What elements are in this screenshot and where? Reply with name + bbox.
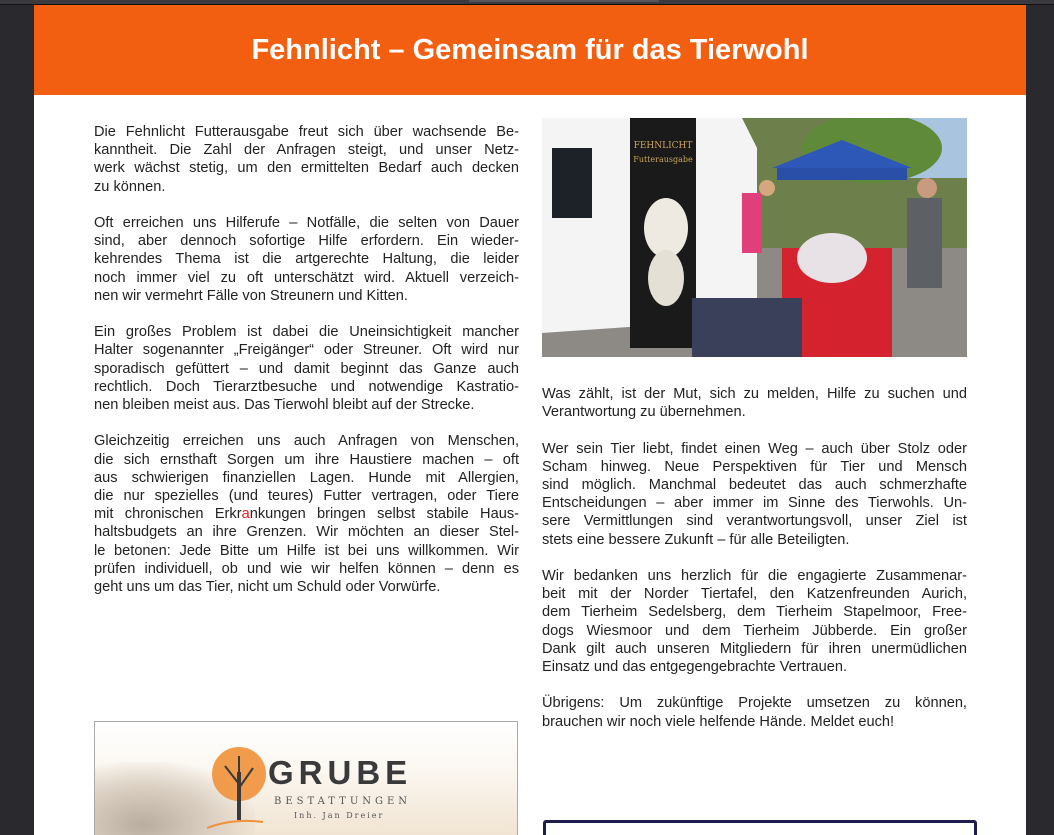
ad-owner: Inh. Jan Dreier <box>294 811 385 820</box>
viewer-margin <box>1026 5 1054 829</box>
text-line: sind, aber dennoch sofortige Hilfe erfordern. Ein wieder- <box>94 233 519 250</box>
left-column <box>94 123 519 614</box>
paragraph <box>542 440 967 549</box>
text-line: Wir bedanken uns herzlich für die engagierte Zusammenar- <box>542 568 967 584</box>
text-line: Scham hinweg. Neue Perspektiven für Tier und Mensch <box>542 458 967 475</box>
text-line: die sich ernsthaft Sorgen um ihre Haustiere machen – oft <box>94 451 519 468</box>
paragraph <box>94 432 519 596</box>
event-photo <box>542 118 967 357</box>
banner-title: FEHNLICHT <box>633 141 693 151</box>
paragraph <box>94 323 519 414</box>
advertisement-grube[interactable] <box>94 721 518 835</box>
text-line: dogs Wiesmoor und dem Tierheim Jübberde. Ein großer <box>542 622 967 639</box>
text-line: prüfen individuell, ob und wie wir helfen können – denn es <box>94 560 519 577</box>
text-line: aus schwierigen finanziellen Lagen. Hunde mit Allergien, <box>94 469 519 486</box>
text-line: nen wir vermehrt Fälle von Streunern und Kitten. <box>94 287 408 304</box>
paragraph <box>94 123 519 196</box>
text-line: Oft erreichen uns Hilferufe – Notfälle, die selten von Dauer <box>94 215 519 231</box>
paragraph <box>542 567 967 676</box>
text-line: Was zählt, ist der Mut, sich zu melden, Hilfe zu suchen und <box>542 386 967 402</box>
text-line: Übrigens: Um zukünftige Projekte umsetzen zu können, <box>542 695 967 712</box>
page-title: Fehnlicht – Gemeinsam für das Tierwohl <box>251 33 809 66</box>
paragraph <box>542 385 967 421</box>
right-column <box>542 385 967 749</box>
text-line: geht uns um das Tier, nicht um Schuld oder Vorwürfe. <box>94 579 441 596</box>
document-page <box>34 5 1026 835</box>
text-line: stets eine bessere Zukunft – für alle Beteiligten. <box>542 531 850 548</box>
text-line: kehrendes Thema ist die artgerechte Haltung, die leider <box>94 251 519 268</box>
text-line: rechtlich. Doch Tierarztbesuche und notwendige Kastratio- <box>94 378 519 395</box>
text-line: le betonen: Jede Bitte um Hilfe ist bei uns willkommen. Wir <box>94 542 519 559</box>
text-line: kanntheit. Die Zahl der Anfragen steigt, und unser Netz- <box>94 142 519 159</box>
text-line: Gleichzeitig erreichen uns auch Anfragen von Menschen, <box>94 433 519 450</box>
text-line: die nur spezielles (und teures) Futter vertragen, oder Tiere <box>94 488 519 505</box>
text-line: Einsatz und das entgegengebrachte Vertrauen. <box>542 659 848 676</box>
tree-logo-icon <box>203 744 275 834</box>
horizontal-scrollbar[interactable] <box>469 0 659 2</box>
paragraph <box>542 694 967 730</box>
text-line: sporadisch gefüttert – und damit beginnt das Ganze auch <box>94 360 519 377</box>
ad-subtitle: BESTATTUNGEN <box>274 796 412 807</box>
text-line: beit mit der Norder Tiertafel, den Katzenfreunden Aurich, <box>542 586 967 603</box>
text-line: sere Vermittlungen sind verantwortungsvoll, unser Ziel ist <box>542 513 967 530</box>
text-line: Verantwortung zu übernehmen. <box>542 404 746 421</box>
paragraph <box>94 214 519 305</box>
info-box <box>543 820 977 835</box>
ad-brand-name: GRUBE <box>268 754 413 791</box>
text-line: noch immer viel zu oft unterschätzt wird. Aktuell verzeich- <box>94 269 519 286</box>
text-line: sind möglich. Manchmal bedeutet das auch schmerzhafte <box>542 477 967 493</box>
text-line: werk wächst stetig, um den ermittelten Bedarf auch decken <box>94 160 519 177</box>
text-line: Dank gilt auch unseren Mitgliedern für ihren unermüdlichen <box>542 640 967 657</box>
text-line: brauchen wir noch viele helfende Hände. Meldet euch! <box>542 713 895 730</box>
banner-subtitle: Futterausgabe <box>633 155 693 164</box>
text-fragment: nkungen bringen selbst stabile Haus- <box>249 506 519 523</box>
text-line: Entscheidungen – aber immer im Sinne des Tierwohls. Un- <box>542 495 967 512</box>
text-line: dem Tierheim Sedelsberg, dem Tierheim Stapelmoor, Free- <box>542 604 967 621</box>
text-line: zu können. <box>94 178 166 195</box>
text-line: Halter sogenannter „Freigänger“ oder Streuner. Oft wird nur <box>94 342 519 359</box>
page-header <box>34 5 1026 95</box>
text-line: nen bleiben meist aus. Das Tierwohl bleibt auf der Strecke. <box>94 397 475 414</box>
text-fragment: mit chronischen Erkr <box>94 506 242 523</box>
highlighted-letter: a <box>241 506 250 523</box>
text-line <box>94 505 519 523</box>
text-line: Wer sein Tier liebt, findet einen Weg – auch über Stolz oder <box>542 440 967 457</box>
text-line: Die Fehnlicht Futterausgabe freut sich über wachsende Be- <box>94 124 519 140</box>
text-line: haltsbudgets an ihre Grenzen. Wir möchten an dieser Stel- <box>94 524 519 541</box>
text-line: Ein großes Problem ist dabei die Uneinsichtigkeit mancher <box>94 324 519 341</box>
